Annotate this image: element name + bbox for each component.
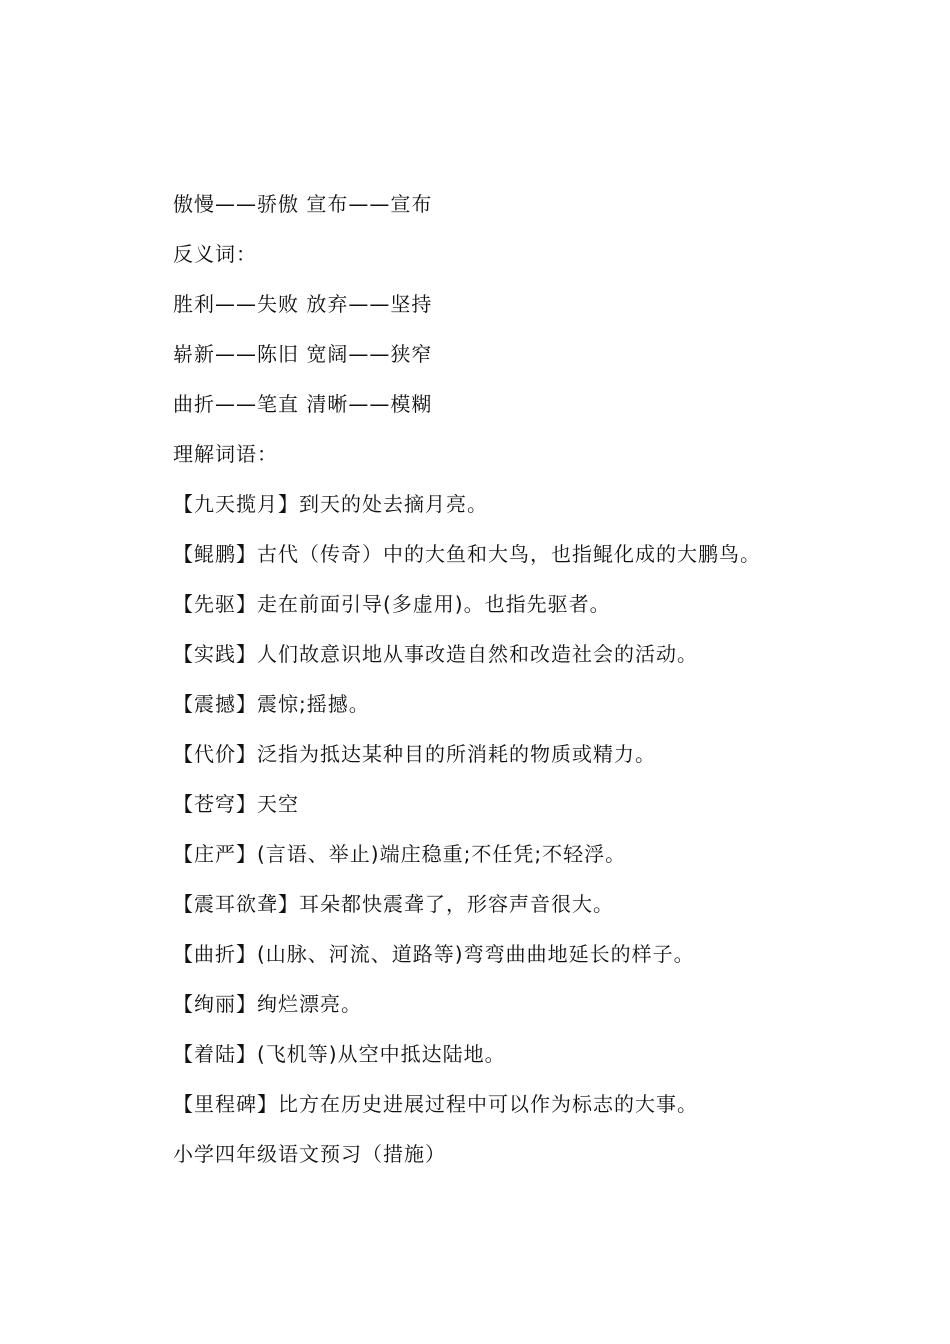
next-section-title: 小学四年级语文预习（措施）: [173, 1142, 446, 1166]
vocabulary-item: [173, 784, 913, 834]
vocabulary-term: 【代价】: [173, 742, 257, 766]
vocabulary-item: [173, 834, 913, 884]
vocabulary-term: 【里程碑】: [173, 1092, 278, 1116]
vocabulary-definition: 比方在历史进展过程中可以作为标志的大事。: [278, 1092, 698, 1116]
vocabulary-item: [173, 584, 913, 634]
vocabulary-term: 【先驱】: [173, 592, 257, 616]
vocabulary-definition: 人们故意识地从事改造自然和改造社会的活动。: [257, 642, 698, 666]
vocabulary-definition: 耳朵都快震聋了，形容声音很大。: [299, 892, 614, 916]
vocabulary-item: [173, 484, 913, 534]
document-body: [173, 184, 913, 1184]
vocabulary-item: [173, 734, 913, 784]
vocabulary-definition: 走在前面引导(多虚用)。也指先驱者。: [257, 592, 611, 616]
vocabulary-item: [173, 934, 913, 984]
antonym-row: 崭新——陈旧 宽阔——狭窄: [173, 342, 433, 366]
vocabulary-term: 【鲲鹏】: [173, 542, 257, 566]
vocabulary-item: [173, 884, 913, 934]
vocabulary-heading: 理解词语：: [173, 442, 278, 466]
vocabulary-definition: 泛指为抵达某种目的所消耗的物质或精力。: [257, 742, 656, 766]
vocabulary-term: 【曲折】: [173, 942, 257, 966]
vocabulary-item: [173, 1034, 913, 1084]
vocabulary-term: 【庄严】: [173, 842, 257, 866]
vocabulary-term: 【苍穹】: [173, 792, 257, 816]
vocabulary-definition: 震惊;摇撼。: [257, 692, 370, 716]
vocabulary-definition: 古代（传奇）中的大鱼和大鸟，也指鲲化成的大鹏鸟。: [257, 542, 761, 566]
vocabulary-definition: (山脉、河流、道路等)弯弯曲曲地延长的样子。: [257, 942, 695, 966]
vocabulary-term: 【震耳欲聋】: [173, 892, 299, 916]
antonyms-heading: 反义词：: [173, 242, 257, 266]
vocabulary-term: 【实践】: [173, 642, 257, 666]
vocabulary-definition: 天空: [257, 792, 299, 816]
vocabulary-item: [173, 684, 913, 734]
vocabulary-term: 【震撼】: [173, 692, 257, 716]
vocabulary-term: 【绚丽】: [173, 992, 257, 1016]
vocabulary-definition: 绚烂漂亮。: [257, 992, 362, 1016]
antonym-row: 胜利——失败 放弃——坚持: [173, 292, 433, 316]
vocabulary-term: 【九天揽月】: [173, 492, 299, 516]
vocabulary-item: [173, 1084, 913, 1134]
antonym-row: 曲折——笔直 清晰——模糊: [173, 392, 433, 416]
vocabulary-definition: 到天的处去摘月亮。: [299, 492, 488, 516]
vocabulary-item: [173, 634, 913, 684]
vocabulary-definition: (飞机等)从空中抵达陆地。: [257, 1042, 506, 1066]
vocabulary-term: 【着陆】: [173, 1042, 257, 1066]
vocabulary-item: [173, 984, 913, 1034]
synonym-row: 傲慢——骄傲 宣布——宣布: [173, 192, 433, 216]
vocabulary-item: [173, 534, 913, 584]
vocabulary-definition: (言语、举止)端庄稳重;不任凭;不轻浮。: [257, 842, 627, 866]
